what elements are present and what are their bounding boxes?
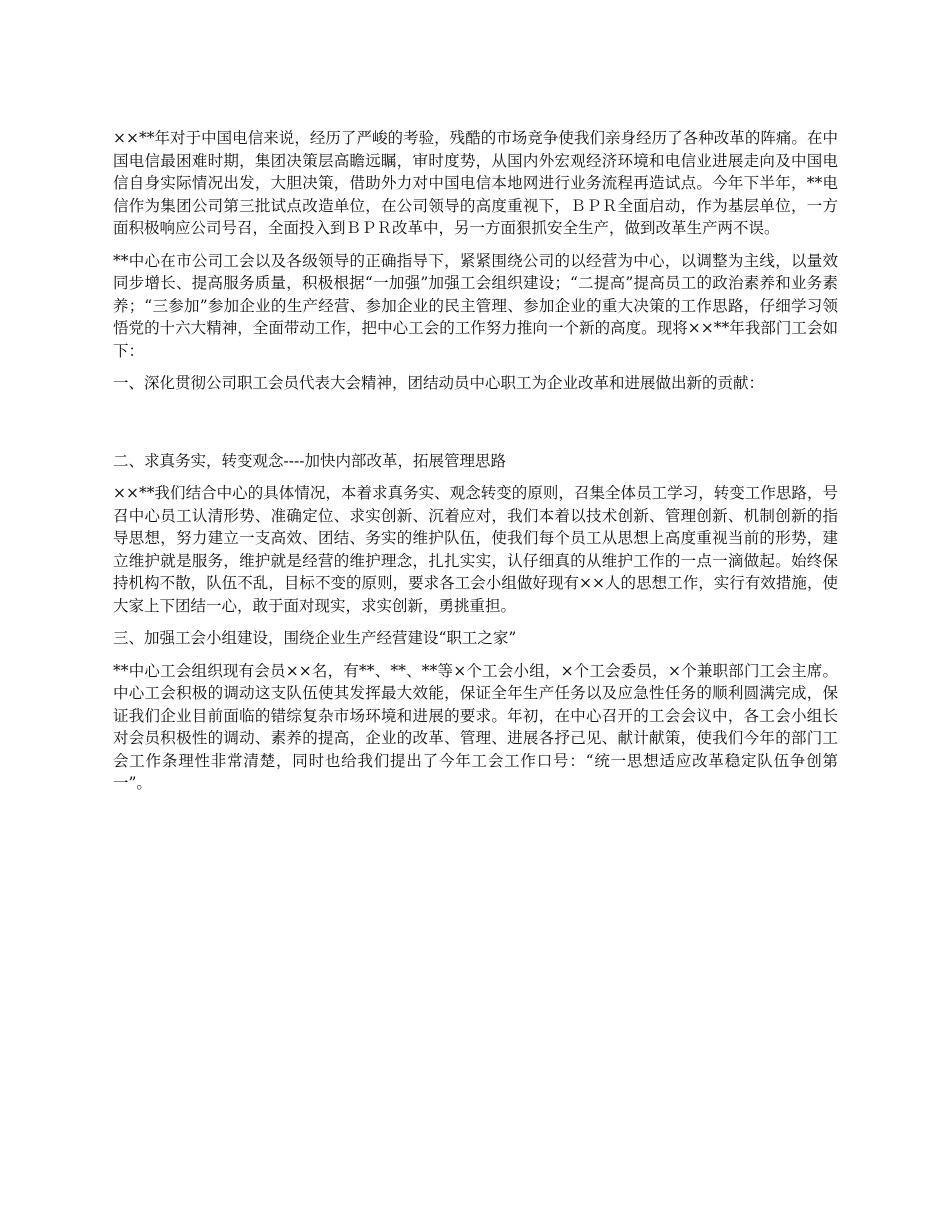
section-gap (113, 405, 838, 450)
intro-paragraph: ××**年对于中国电信来说，经历了严峻的考验，残酷的市场竞争使我们亲身经历了各种改革的阵痛。在中国电信最困难时期，集团决策层高瞻远瞩，审时度势，从国内外宏观经济环境和电信业进展走向及中国电信自身实际情况出发，大胆决策，借助外力对中国电信本地网进行业务流程再造试点。今年下半年，**电信作为集团公司第三批试点改造单位，在公司领导的高度重视下，ＢＰＲ全面启动，作为基层单位，一方面积极响应公司号召，全面投入到ＢＰＲ改革中，另一方面狠抓安全生产，做到改革生产两不误。 (113, 129, 838, 237)
center-union-paragraph: **中心在市公司工会以及各级领导的正确指导下，紧紧围绕公司的以经营为中心，以调整为主线，以量效同步增长、提高服务质量，积极根据“一加强”加强工会组织建设；“二提高”提高员工的政治素养和业务素养；“三参加”参加企业的生产经营、参加企业的民主管理、参加企业的重大决策的工作思路，仔细学习领悟党的十六大精神，全面带动工作，把中心工会的工作努力推向一个新的高度。现将××**年我部门工会如下： (113, 251, 838, 360)
section-heading-2: 二、求真务实，转变观念----加快内部改革，拓展管理思路 (113, 451, 506, 470)
reform-paragraph: ××**我们结合中心的具体情况，本着求真务实、观念转变的原则，召集全体员工学习，转变工作思路，号召中心员工认清形势、准确定位、求实创新、沉着应对，我们本着以技术创新、管理创新、机制创新的指导思想，努力建立一支高效、团结、务实的维护队伍，使我们每个员工从思想上高度重视当前的形势，建立维护就是服务，维护就是经营的维护理念，扎扎实实，认仔细真的从维护工作的一点一滴做起。始终保持机构不散，队伍不乱，目标不变的原则，要求各工会小组做好现有××人的思想工作，实行有效措施，使大家上下团结一心，敢于面对现实，求实创新，勇挑重担。 (113, 484, 838, 615)
document-body (113, 127, 838, 805)
section-heading-1: 一、深化贯彻公司职工会员代表大会精神，团结动员中心职工为企业改革和进展做出新的贡献： (113, 374, 765, 392)
section-heading-3: 三、加强工会小组建设，围绕企业生产经营建设“职工之家” (113, 629, 517, 647)
union-groups-paragraph: **中心工会组织现有会员××名，有**、**、**等×个工会小组，×个工会委员，×个兼职部门工会主席。中心工会积极的调动这支队伍使其发挥最大效能，保证全年生产任务以及应急性任务的顺利圆满完成，保证我们企业目前面临的错综复杂市场环境和进展的要求。年初，在中心召开的工会会议中，各工会小组长对会员积极性的调动、素养的提高，企业的改革、管理、进展各抒己见、献计献策，使我们今年的部门工会工作条理性非常清楚，同时也给我们提出了今年工会工作口号：“统一思想适应改革稳定队伍争创第一”。 (113, 661, 838, 792)
